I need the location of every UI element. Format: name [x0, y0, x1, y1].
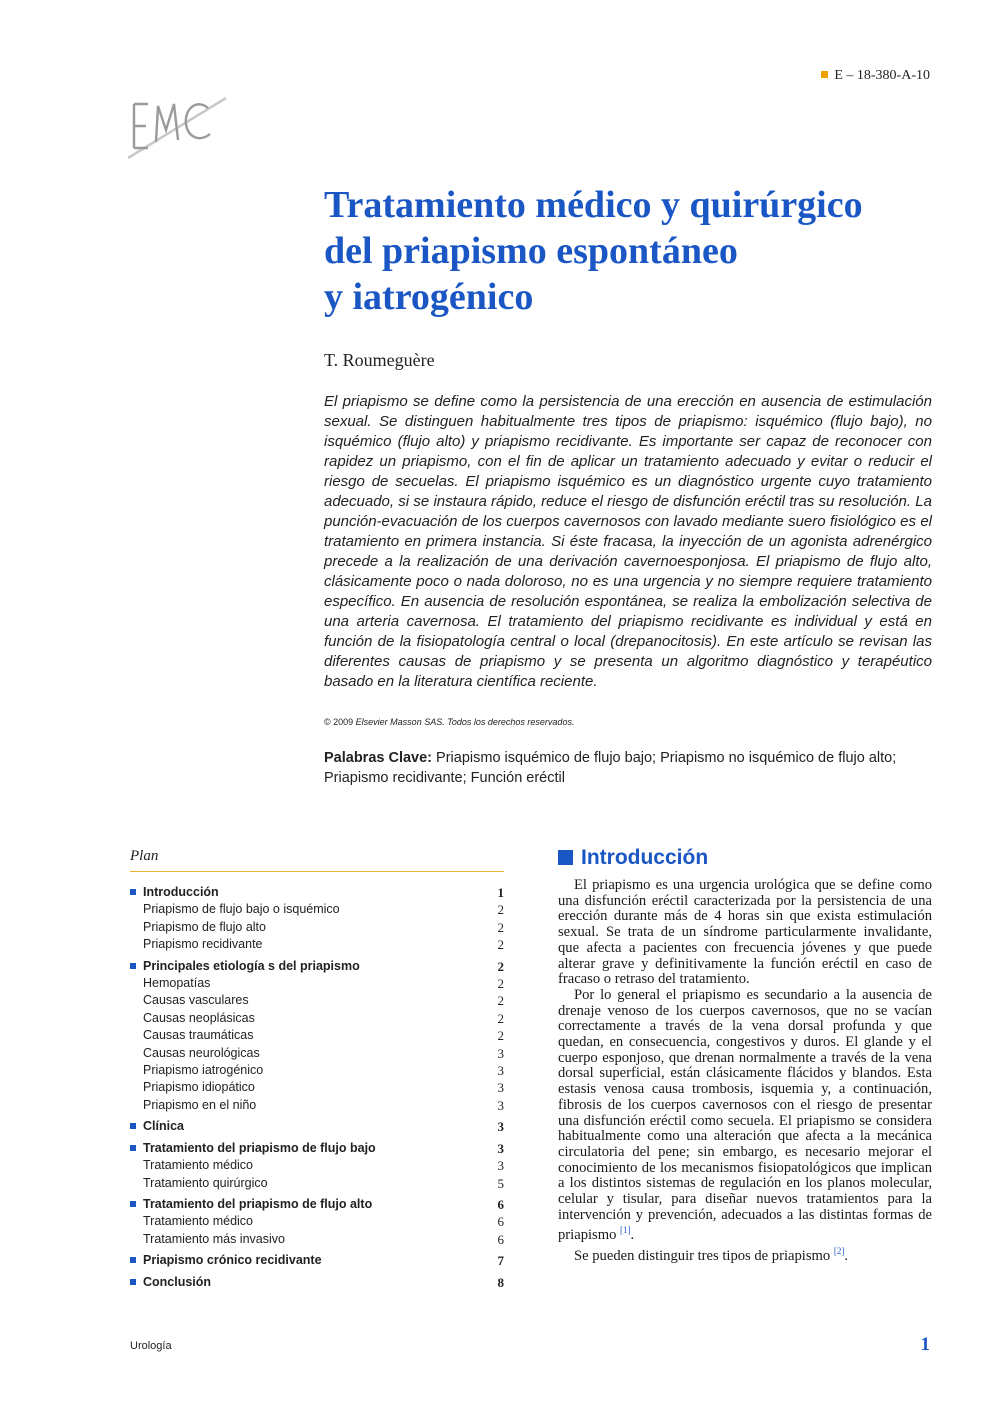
toc-section[interactable]: [130, 884, 504, 901]
toc-page: 7: [497, 1253, 504, 1269]
paragraph: El priapismo es una urgencia urológica que se define como una disfunción eréctil caracterizada por la persistencia de una erección durante más de 4 horas sin que exista estimulación sexual. Se trata de un síndrome particularmente invalidante, que afecta a pacientes con frecuencia jóvenes y que puede alterar grave y definitivamente la función eréctil en caso de fracaso o retraso del tratamiento.: [558, 877, 932, 988]
toc-title: Priapismo de flujo bajo o isquémico: [143, 902, 340, 917]
toc-section[interactable]: [130, 1118, 504, 1135]
copyright: © 2009 Elsevier Masson SAS. Todos los derechos reservados.: [324, 717, 575, 727]
toc-subsection[interactable]: [130, 936, 504, 953]
toc-subsection[interactable]: [130, 1062, 504, 1079]
toc-page: 2: [497, 1010, 504, 1026]
toc-subsection[interactable]: [130, 1045, 504, 1062]
toc-title: Causas neurológicas: [143, 1045, 260, 1060]
toc-page: 2: [497, 902, 504, 918]
paragraph: Se pueden distinguir tres tipos de priapismo [2].: [574, 1246, 848, 1264]
keywords: [324, 748, 924, 788]
toc-group: [130, 1274, 504, 1291]
toc-page: 6: [497, 1231, 504, 1247]
toc-page: 2: [497, 958, 504, 974]
toc-page: 2: [497, 919, 504, 935]
toc-page: 3: [497, 1045, 504, 1061]
toc-title: Causas traumáticas: [143, 1028, 254, 1043]
toc-page: 3: [497, 1097, 504, 1113]
toc-subsection[interactable]: [130, 1027, 504, 1044]
toc-group: [130, 1196, 504, 1248]
toc-section[interactable]: [130, 1252, 504, 1269]
toc-page: 3: [497, 1119, 504, 1135]
toc-title: Tratamiento quirúrgico: [143, 1175, 268, 1190]
toc-group: [130, 958, 504, 1115]
title-line: del priapismo espontáneo: [324, 230, 738, 272]
toc-title: Introducción: [130, 884, 219, 901]
toc-page: 3: [497, 1063, 504, 1079]
toc-subsection[interactable]: [130, 992, 504, 1009]
toc-page: 2: [497, 976, 504, 992]
toc-section[interactable]: [130, 958, 504, 975]
paragraph: Por lo general el priapismo es secundario a la ausencia de drenaje venoso de los cuerpos cavernosos, que no se vacían correctamente a través de la vena dorsal profunda y que quedan, en consecuencia, congestivos y duros. El glande y el cuerpo esponjoso, que drenan normalmente a través de la vena dorsal superficial, están clásicamente flácidos y blandos. Esta estasis venosa causa trombosis, isquemia y, a continuación, fibrosis de los cuerpos cavernosos con el riesgo de presentar una disfunción eréctil como secuela. El priapismo se considera habitualmente como una alteración que afecta a la mecánica circulatoria del pene; sin embargo, es necesario mejorar el conocimiento de los mecanismos fisiopatológicos que implican a los distintos sistemas de regulación en los planos molecular, celular y tisular, para diseñar nuevos tratamientos para la intervención y prevención, adecuados a las distintas formas de priapismo [1].: [558, 986, 932, 1244]
toc-page: 3: [497, 1140, 504, 1156]
toc-section[interactable]: [130, 1196, 504, 1213]
emc-logo-icon: [126, 80, 236, 160]
square-bullet-icon: [558, 850, 573, 865]
toc-subsection[interactable]: [130, 975, 504, 992]
toc-page: 5: [497, 1175, 504, 1191]
toc-page: 2: [497, 1028, 504, 1044]
table-of-contents: [130, 848, 504, 1295]
keywords-label: Palabras Clave:: [324, 750, 433, 766]
toc-title: Priapismo de flujo alto: [143, 919, 266, 934]
toc-page: 1: [497, 885, 504, 900]
toc-page: 3: [497, 1158, 504, 1174]
toc-group: [130, 1118, 504, 1135]
toc-subsection[interactable]: [130, 919, 504, 936]
toc-page: 2: [497, 993, 504, 1009]
toc-title: Principales etiología s del priapismo: [130, 958, 360, 975]
toc-title: Priapismo en el niño: [143, 1097, 257, 1112]
toc-title: Priapismo iatrogénico: [143, 1063, 264, 1078]
toc-title: Hemopatías: [143, 976, 211, 991]
keywords-list: Priapismo isquémico de flujo bajo; Priapismo no isquémico de flujo alto; Priapismo recidivante; Función eréctil: [324, 750, 897, 786]
author: T. Roumeguère: [324, 350, 435, 370]
journal-name: Urología: [130, 1340, 172, 1352]
toc-page: 3: [497, 1080, 504, 1096]
toc-group: [130, 884, 504, 954]
toc-title: Priapismo crónico recidivante: [130, 1252, 322, 1269]
toc-section[interactable]: [130, 1274, 504, 1291]
section-heading-introduccion: Introducción: [558, 846, 708, 870]
article-title: [324, 182, 944, 320]
plan-label: Plan: [130, 848, 504, 872]
toc-title: Priapismo idiopático: [143, 1080, 255, 1095]
toc-subsection[interactable]: [130, 1175, 504, 1192]
toc-page: 8: [497, 1274, 504, 1290]
title-line: y iatrogénico: [324, 276, 534, 318]
toc-page: 6: [497, 1214, 504, 1230]
toc-group: [130, 1140, 504, 1192]
toc-title: Tratamiento más invasivo: [143, 1231, 285, 1246]
title-line: Tratamiento médico y quirúrgico: [324, 184, 863, 226]
toc-title: Tratamiento del priapismo de flujo alto: [130, 1196, 372, 1213]
toc-title: Tratamiento médico: [143, 1214, 253, 1229]
toc-subsection[interactable]: [130, 1213, 504, 1230]
toc-title: Causas vasculares: [143, 993, 249, 1008]
article-reference: E – 18-380-A-10: [821, 68, 930, 84]
toc-title: Tratamiento médico: [143, 1158, 253, 1173]
toc-title: Clínica: [130, 1118, 184, 1135]
toc-page: 6: [497, 1196, 504, 1212]
toc-subsection[interactable]: [130, 1157, 504, 1174]
toc-subsection[interactable]: [130, 1097, 504, 1114]
toc-group: [130, 1252, 504, 1269]
toc-subsection[interactable]: [130, 1079, 504, 1096]
citation-link[interactable]: [2]: [833, 1246, 845, 1257]
toc-subsection[interactable]: [130, 1231, 504, 1248]
toc-page: 2: [497, 937, 504, 953]
toc-subsection[interactable]: [130, 1010, 504, 1027]
abstract-text: El priapismo se define como la persistencia de una erección en ausencia de estimulación sexual. Se distinguen habitualmente tres tipos de priapismo: isquémico (flujo bajo), no isquémico (flujo alto) y priapismo recidivante. Es importante ser capaz de reconocer con rapidez un priapismo, con el fin de aplicar un tratamiento adecuado y evitar o reducir el riesgo de secuelas. El priapismo isquémico es un diagnóstico urgente cuyo tratamiento adecuado, si se instaura rápido, reduce el riesgo de disfunción eréctil tras su resolución. La punción-evacuación de los cuerpos cavernosos con lavado mediante suero fisiológico es el tratamiento en primera instancia. Si éste fracasa, la inyección de un agonista adrenérgico precede a la realización de una derivación cavernoesponjosa. El priapismo de flujo alto, clásicamente poco o nada doloroso, no es una urgencia y no siempre requiere tratamiento específico. En ausencia de resolución espontánea, se realiza la embolización selectiva de una arteria cavernosa. El tratamiento del priapismo recidivante es individual y está en función de la fisiopatología central o local (drepanocitosis). En este artículo se revisan las diferentes causas de priapismo y se presenta un algoritmo diagnóstico y terapéutico basado en la literatura científica reciente.: [324, 393, 932, 690]
body-text: [558, 878, 932, 1265]
abstract: [324, 392, 932, 692]
toc-list: [130, 884, 504, 1291]
toc-title: Causas neoplásicas: [143, 1010, 255, 1025]
toc-title: Tratamiento del priapismo de flujo bajo: [130, 1140, 376, 1157]
toc-title: Conclusión: [130, 1274, 211, 1291]
citation-link[interactable]: [1]: [620, 1225, 631, 1236]
page-number: 1: [920, 1334, 930, 1355]
toc-subsection[interactable]: [130, 901, 504, 918]
toc-section[interactable]: [130, 1140, 504, 1157]
toc-title: Priapismo recidivante: [143, 937, 263, 952]
